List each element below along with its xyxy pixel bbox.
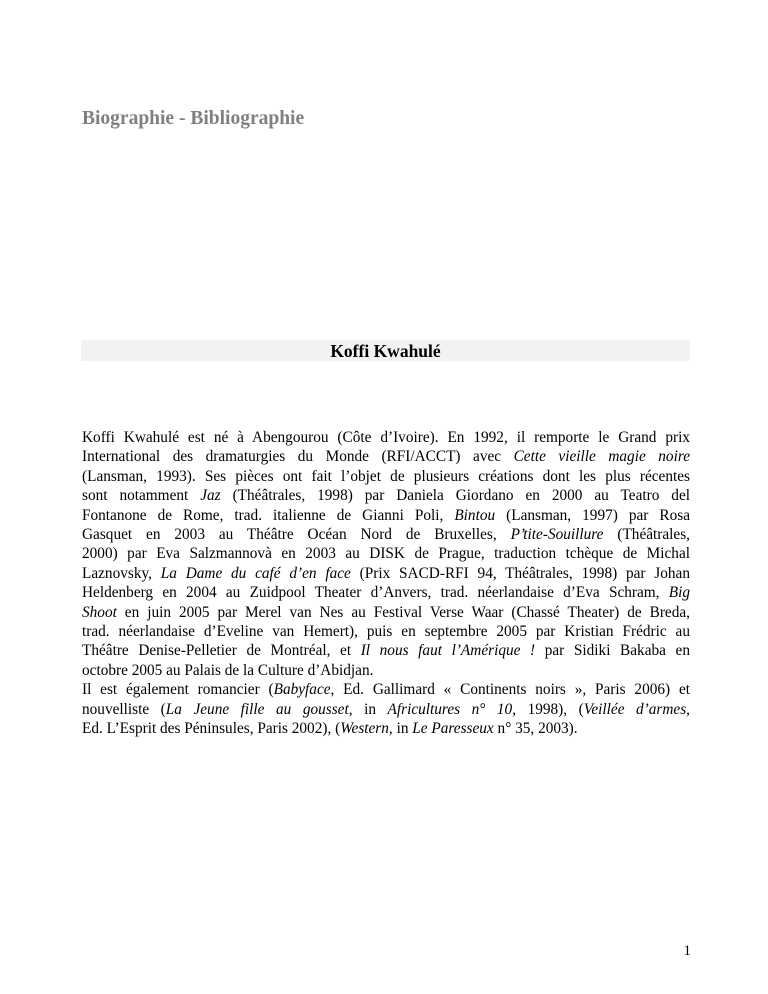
text-run: , [686,700,690,718]
italic-title: Western [340,720,389,738]
italic-title: Africultures n° 10 [387,700,513,718]
biography-paragraph-2 [82,680,690,738]
text-line [82,506,690,525]
text-line [82,622,690,641]
text-run: (Prix SACD-RFI 94, Théâtrales, 1998) par Johan [350,564,690,582]
text-run: 2000) par Eva Salzmannovà en 2003 au DISK de Prague, traduction tchèque de Michal [82,545,690,563]
text-line [82,719,690,738]
text-line [82,661,690,680]
text-line [82,700,690,719]
italic-title: Veillée d’armes [583,700,687,718]
text-run: Théâtre Denise-Pelletier de Montréal, et [82,642,361,660]
italic-title: Shoot [82,603,117,621]
text-run: Laznovsky, [82,564,161,582]
text-line [82,603,690,622]
biography-text [82,428,690,739]
text-run: (Lansman, 1993). Ses pièces ont fait l’objet de plusieurs créations dont les plus récentes [82,467,690,485]
italic-title: Cette vieille magie noire [513,448,690,466]
text-line [82,641,690,660]
italic-title: Babyface [273,681,331,699]
italic-title: Le Paresseux [412,720,494,738]
text-line [82,486,690,505]
text-line [82,583,690,602]
section-header: Biographie - Bibliographie [82,108,305,129]
text-run: Fontanone de Rome, trad. italienne de Gianni Poli, [82,506,455,524]
text-line [82,680,690,699]
text-run: (Lansman, 1997) par Rosa [495,506,690,524]
text-line [82,467,690,486]
name-title-band [81,340,690,361]
text-line [82,564,690,583]
italic-title: Bintou [454,506,496,524]
text-run: , 1998), ( [512,700,584,718]
text-run: trad. néerlandaise d’Eveline van Hemert), puis en septembre 2005 par Kristian Frédric au [82,623,690,641]
text-line [82,447,690,466]
text-line [82,428,690,447]
text-run: , in [348,700,388,718]
text-run: , Ed. Gallimard « Continents noirs », Paris 2006) et [330,681,690,699]
italic-title: P’tite-Souillure [510,526,604,544]
page-number: 1 [683,943,691,959]
text-run: par Sidiki Bakaba en [535,642,690,660]
text-run: n° 35, 2003). [493,720,578,738]
text-run: (Théâtrales, [603,526,690,544]
name-title: Koffi Kwahulé [330,341,441,361]
text-run: Gasquet en 2003 au Théâtre Océan Nord de Bruxelles, [82,526,511,544]
italic-title: Jaz [200,487,221,505]
text-run: Koffi Kwahulé est né à Abengourou (Côte d’Ivoire). En 1992, il remporte le Grand prix [82,429,690,446]
text-run: International des dramaturgies du Monde (RFI/ACCT) avec [82,448,514,466]
text-run: sont notamment [82,487,201,505]
text-run: Il est également romancier ( [82,681,274,699]
text-run: en juin 2005 par Merel van Nes au Festival Verse Waar (Chassé Theater) de Breda, [116,603,690,621]
text-run: (Théâtrales, 1998) par Daniela Giordano en 2000 au Teatro del [220,487,690,505]
italic-title: La Jeune fille au gousset [165,700,349,718]
text-run: , in [388,720,413,738]
italic-title: Big [668,584,690,602]
text-run: nouvelliste ( [82,700,166,718]
text-line [82,525,690,544]
italic-title: La Dame du café d’en face [160,564,351,582]
text-run: octobre 2005 au Palais de la Culture d’Abidjan. [82,661,374,679]
biography-paragraph-1 [82,428,690,680]
italic-title: Il nous faut l’Amérique ! [360,642,536,660]
text-line [82,544,690,563]
text-run: Ed. L’Esprit des Péninsules, Paris 2002), ( [82,720,341,738]
text-run: Heldenberg en 2004 au Zuidpool Theater d’Anvers, trad. néerlandaise d’Eva Schram, [82,584,669,602]
